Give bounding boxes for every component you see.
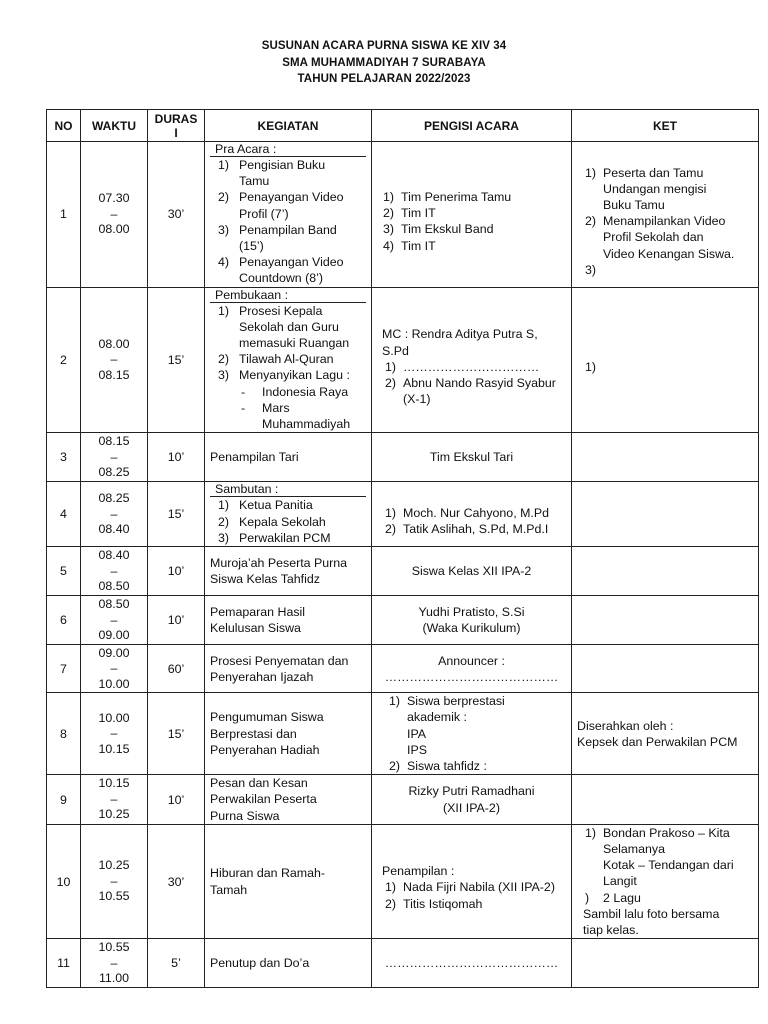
row-kegiatan: Hiburan dan Ramah- Tamah bbox=[205, 824, 372, 938]
row-durasi: 10’ bbox=[148, 775, 205, 825]
waktu-start: 08.50 bbox=[98, 597, 130, 611]
row-ket bbox=[572, 287, 759, 433]
list-item: 1) Pengisian Buku Tamu bbox=[218, 158, 326, 189]
row-waktu bbox=[81, 775, 148, 825]
row-pengisi bbox=[372, 693, 572, 775]
row-waktu bbox=[81, 482, 148, 547]
table-row bbox=[47, 287, 759, 433]
waktu-sep: – bbox=[110, 791, 118, 806]
waktu-sep: – bbox=[110, 955, 118, 970]
header-kegiatan: KEGIATAN bbox=[205, 110, 372, 142]
table-row bbox=[47, 939, 759, 988]
pengisi-list bbox=[377, 189, 566, 254]
list-item: - Indonesia Raya bbox=[241, 384, 349, 399]
row-kegiatan: Muroja’ah Peserta Purna Siswa Kelas Tahfidz bbox=[205, 547, 372, 596]
kegiatan-heading: Pra Acara : bbox=[210, 142, 366, 157]
waktu-start: 10.25 bbox=[98, 858, 130, 873]
table-row bbox=[47, 547, 759, 596]
kegiatan-heading: Pembukaan : bbox=[210, 288, 366, 303]
row-waktu bbox=[81, 547, 148, 596]
row-durasi: 10’ bbox=[148, 596, 205, 645]
title-line-2: SMA MUHAMMADIYAH 7 SURABAYA bbox=[282, 56, 486, 69]
pengisi-list bbox=[377, 505, 566, 537]
waktu-end: 08.50 bbox=[98, 579, 130, 593]
row-no: 5 bbox=[47, 547, 81, 596]
row-ket bbox=[572, 482, 759, 547]
row-no: 6 bbox=[47, 596, 81, 645]
row-waktu bbox=[81, 433, 148, 482]
row-pengisi: Announcer : …………………………………… bbox=[372, 645, 572, 693]
pengisi-list bbox=[377, 879, 566, 911]
list-item: 1) Peserta dan Tamu Undangan mengisi Buku Tamu bbox=[585, 165, 707, 212]
table-row bbox=[47, 482, 759, 547]
list-item: 1) …………………………… bbox=[385, 359, 540, 374]
kegiatan-heading: Sambutan : bbox=[210, 482, 366, 497]
row-ket bbox=[572, 775, 759, 825]
list-item: 3) bbox=[585, 262, 597, 277]
table-row bbox=[47, 433, 759, 482]
row-pengisi bbox=[372, 142, 572, 288]
row-no: 7 bbox=[47, 645, 81, 693]
pengisi-heading: Penampilan : bbox=[382, 864, 455, 879]
waktu-end: 08.40 bbox=[98, 522, 130, 536]
header-ket: KET bbox=[572, 110, 759, 142]
row-durasi: 10’ bbox=[148, 547, 205, 596]
table-row bbox=[47, 824, 759, 938]
waktu-end: 09.00 bbox=[98, 628, 130, 642]
header-durasi-line-2: I bbox=[174, 125, 178, 140]
table-row bbox=[47, 693, 759, 775]
list-item: 2) Abnu Nando Rasyid Syabur (X-1) bbox=[385, 376, 556, 407]
list-item: 3) Menyanyikan Lagu : bbox=[218, 368, 350, 383]
row-kegiatan: Pengumuman Siswa Berprestasi dan Penyerahan Hadiah bbox=[205, 693, 372, 775]
row-pengisi: Rizky Putri Ramadhani (XII IPA-2) bbox=[372, 775, 572, 825]
waktu-start: 08.25 bbox=[98, 491, 130, 505]
row-durasi: 15’ bbox=[148, 482, 205, 547]
list-item: 1) Tim Penerima Tamu bbox=[383, 189, 512, 204]
waktu-sep: – bbox=[110, 563, 118, 578]
list-item: 2) Tim IT bbox=[383, 206, 436, 221]
row-ket bbox=[572, 645, 759, 693]
ket-tail: Sambil lalu foto bersama tiap kelas. bbox=[583, 906, 720, 938]
waktu-start: 08.15 bbox=[98, 434, 130, 448]
row-no: 3 bbox=[47, 433, 81, 482]
waktu-end: 10.25 bbox=[98, 807, 130, 822]
mc-text: MC : Rendra Aditya Putra S, S.Pd bbox=[382, 327, 538, 358]
row-durasi: 15’ bbox=[148, 287, 205, 433]
list-item: 2) Kepala Sekolah bbox=[218, 514, 326, 529]
row-pengisi: Tim Ekskul Tari bbox=[372, 433, 572, 482]
list-item: 2) Penayangan Video Profil (7’) bbox=[218, 190, 344, 221]
row-pengisi: Yudhi Pratisto, S.Si (Waka Kurikulum) bbox=[372, 596, 572, 645]
row-durasi: 10’ bbox=[148, 433, 205, 482]
row-kegiatan: Penutup dan Do’a bbox=[205, 939, 372, 988]
waktu-start: 10.15 bbox=[98, 776, 130, 791]
row-waktu bbox=[81, 824, 148, 938]
waktu-start: 10.55 bbox=[98, 940, 130, 955]
waktu-start: 08.40 bbox=[98, 548, 130, 562]
list-item: 2) Menampilankan Video Profil Sekolah dan Video Kenangan Siswa. bbox=[585, 214, 735, 261]
row-no: 8 bbox=[47, 693, 81, 775]
pengisi-list bbox=[377, 359, 566, 408]
row-kegiatan: Pesan dan Kesan Perwakilan Peserta Purna Siswa bbox=[205, 775, 372, 825]
waktu-end: 10.15 bbox=[98, 741, 130, 756]
waktu-end: 11.00 bbox=[98, 971, 130, 986]
row-kegiatan: Penampilan Tari bbox=[205, 433, 372, 482]
table-header-row bbox=[47, 110, 759, 142]
row-ket bbox=[572, 824, 759, 938]
header-durasi-line-1: DURAS bbox=[154, 111, 198, 126]
list-item: 3) Perwakilan PCM bbox=[218, 530, 331, 545]
list-item: 1) Ketua Panitia bbox=[218, 498, 313, 513]
table-row bbox=[47, 142, 759, 288]
row-waktu bbox=[81, 645, 148, 693]
waktu-sep: – bbox=[110, 206, 118, 221]
list-item: 2) Siswa tahfidz : bbox=[389, 759, 487, 774]
row-ket bbox=[572, 142, 759, 288]
row-no: 11 bbox=[47, 939, 81, 988]
row-pengisi: Siswa Kelas XII IPA-2 bbox=[372, 547, 572, 596]
list-item: 1) Bondan Prakoso – Kita Selamanya Kotak – Tendangan dari Langit bbox=[585, 825, 734, 889]
waktu-sep: – bbox=[110, 726, 118, 740]
ket-list bbox=[577, 359, 753, 375]
list-item: ) 2 Lagu bbox=[585, 890, 641, 905]
header-no: NO bbox=[47, 110, 81, 142]
row-kegiatan: Pemaparan Hasil Kelulusan Siswa bbox=[205, 596, 372, 645]
row-ket bbox=[572, 433, 759, 482]
lagu-list bbox=[210, 384, 366, 433]
row-pengisi bbox=[372, 824, 572, 938]
waktu-sep: – bbox=[110, 661, 118, 675]
header-pengisi: PENGISI ACARA bbox=[372, 110, 572, 142]
row-no: 10 bbox=[47, 824, 81, 938]
waktu-start: 08.00 bbox=[98, 336, 130, 351]
row-no: 9 bbox=[47, 775, 81, 825]
row-durasi: 60’ bbox=[148, 645, 205, 693]
list-item: 3) Tim Ekskul Band bbox=[383, 222, 494, 237]
row-kegiatan bbox=[205, 482, 372, 547]
row-ket bbox=[572, 596, 759, 645]
row-durasi: 5’ bbox=[148, 939, 205, 988]
ket-list bbox=[577, 825, 753, 906]
row-kegiatan bbox=[205, 142, 372, 288]
waktu-sep: – bbox=[110, 449, 118, 464]
list-item: 1) Moch. Nur Cahyono, M.Pd bbox=[385, 506, 549, 521]
header-durasi bbox=[148, 110, 205, 142]
row-pengisi: …………………………………… bbox=[372, 939, 572, 988]
table-row bbox=[47, 775, 759, 825]
row-ket bbox=[572, 547, 759, 596]
waktu-end: 08.00 bbox=[98, 222, 130, 237]
list-item: 1) bbox=[585, 359, 597, 374]
document-title bbox=[0, 38, 768, 88]
row-waktu bbox=[81, 142, 148, 288]
row-durasi: 30’ bbox=[148, 824, 205, 938]
ket-list bbox=[577, 165, 753, 278]
waktu-end: 10.55 bbox=[98, 889, 130, 904]
row-ket bbox=[572, 939, 759, 988]
list-item: 1) Siswa berprestasi akademik : IPA IPS bbox=[389, 694, 505, 757]
list-item: 1) Nada Fijri Nabila (XII IPA-2) bbox=[385, 880, 555, 895]
list-item: 2) Tilawah Al-Quran bbox=[218, 352, 334, 367]
kegiatan-list bbox=[210, 157, 366, 287]
list-item: - Mars Muhammadiyah bbox=[241, 400, 351, 432]
row-durasi: 15’ bbox=[148, 693, 205, 775]
row-kegiatan bbox=[205, 287, 372, 433]
waktu-start: 10.00 bbox=[98, 710, 130, 725]
waktu-start: 07.30 bbox=[98, 191, 130, 206]
list-item: 2) Tatik Aslihah, S.Pd, M.Pd.I bbox=[385, 522, 549, 537]
waktu-end: 08.25 bbox=[98, 465, 130, 479]
table-row bbox=[47, 645, 759, 693]
waktu-sep: – bbox=[110, 612, 118, 627]
list-item: 3) Penampilan Band (15’) bbox=[218, 222, 337, 254]
row-kegiatan: Prosesi Penyematan dan Penyerahan Ijazah bbox=[205, 645, 372, 693]
waktu-sep: – bbox=[110, 352, 118, 367]
table-row bbox=[47, 596, 759, 645]
waktu-end: 10.00 bbox=[98, 676, 130, 691]
list-item: 4) Penayangan Video Countdown (8’) bbox=[218, 255, 344, 286]
row-waktu bbox=[81, 939, 148, 988]
list-item: 4) Tim IT bbox=[383, 238, 436, 253]
row-waktu bbox=[81, 287, 148, 433]
row-no: 2 bbox=[47, 287, 81, 433]
kegiatan-list bbox=[210, 497, 366, 546]
row-waktu bbox=[81, 693, 148, 775]
row-waktu bbox=[81, 596, 148, 645]
waktu-end: 08.15 bbox=[98, 367, 130, 382]
schedule-table bbox=[46, 109, 759, 988]
row-durasi: 30’ bbox=[148, 142, 205, 288]
title-line-1: SUSUNAN ACARA PURNA SISWA KE XIV 34 bbox=[261, 40, 507, 52]
list-item: 1) Prosesi Kepala Sekolah dan Guru memasuki Ruangan bbox=[218, 303, 350, 351]
row-no: 1 bbox=[47, 142, 81, 288]
header-waktu: WAKTU bbox=[81, 110, 148, 142]
title-line-3: TAHUN PELAJARAN 2022/2023 bbox=[297, 73, 471, 85]
row-ket: Diserahkan oleh : Kepsek dan Perwakilan PCM bbox=[572, 693, 759, 775]
waktu-start: 09.00 bbox=[98, 645, 130, 660]
pengisi-list bbox=[377, 693, 566, 774]
kegiatan-list bbox=[210, 303, 366, 384]
row-pengisi bbox=[372, 287, 572, 433]
list-item: 2) Titis Istiqomah bbox=[385, 896, 483, 911]
row-pengisi bbox=[372, 482, 572, 547]
waktu-sep: – bbox=[110, 506, 118, 521]
row-no: 4 bbox=[47, 482, 81, 547]
waktu-sep: – bbox=[110, 873, 118, 888]
